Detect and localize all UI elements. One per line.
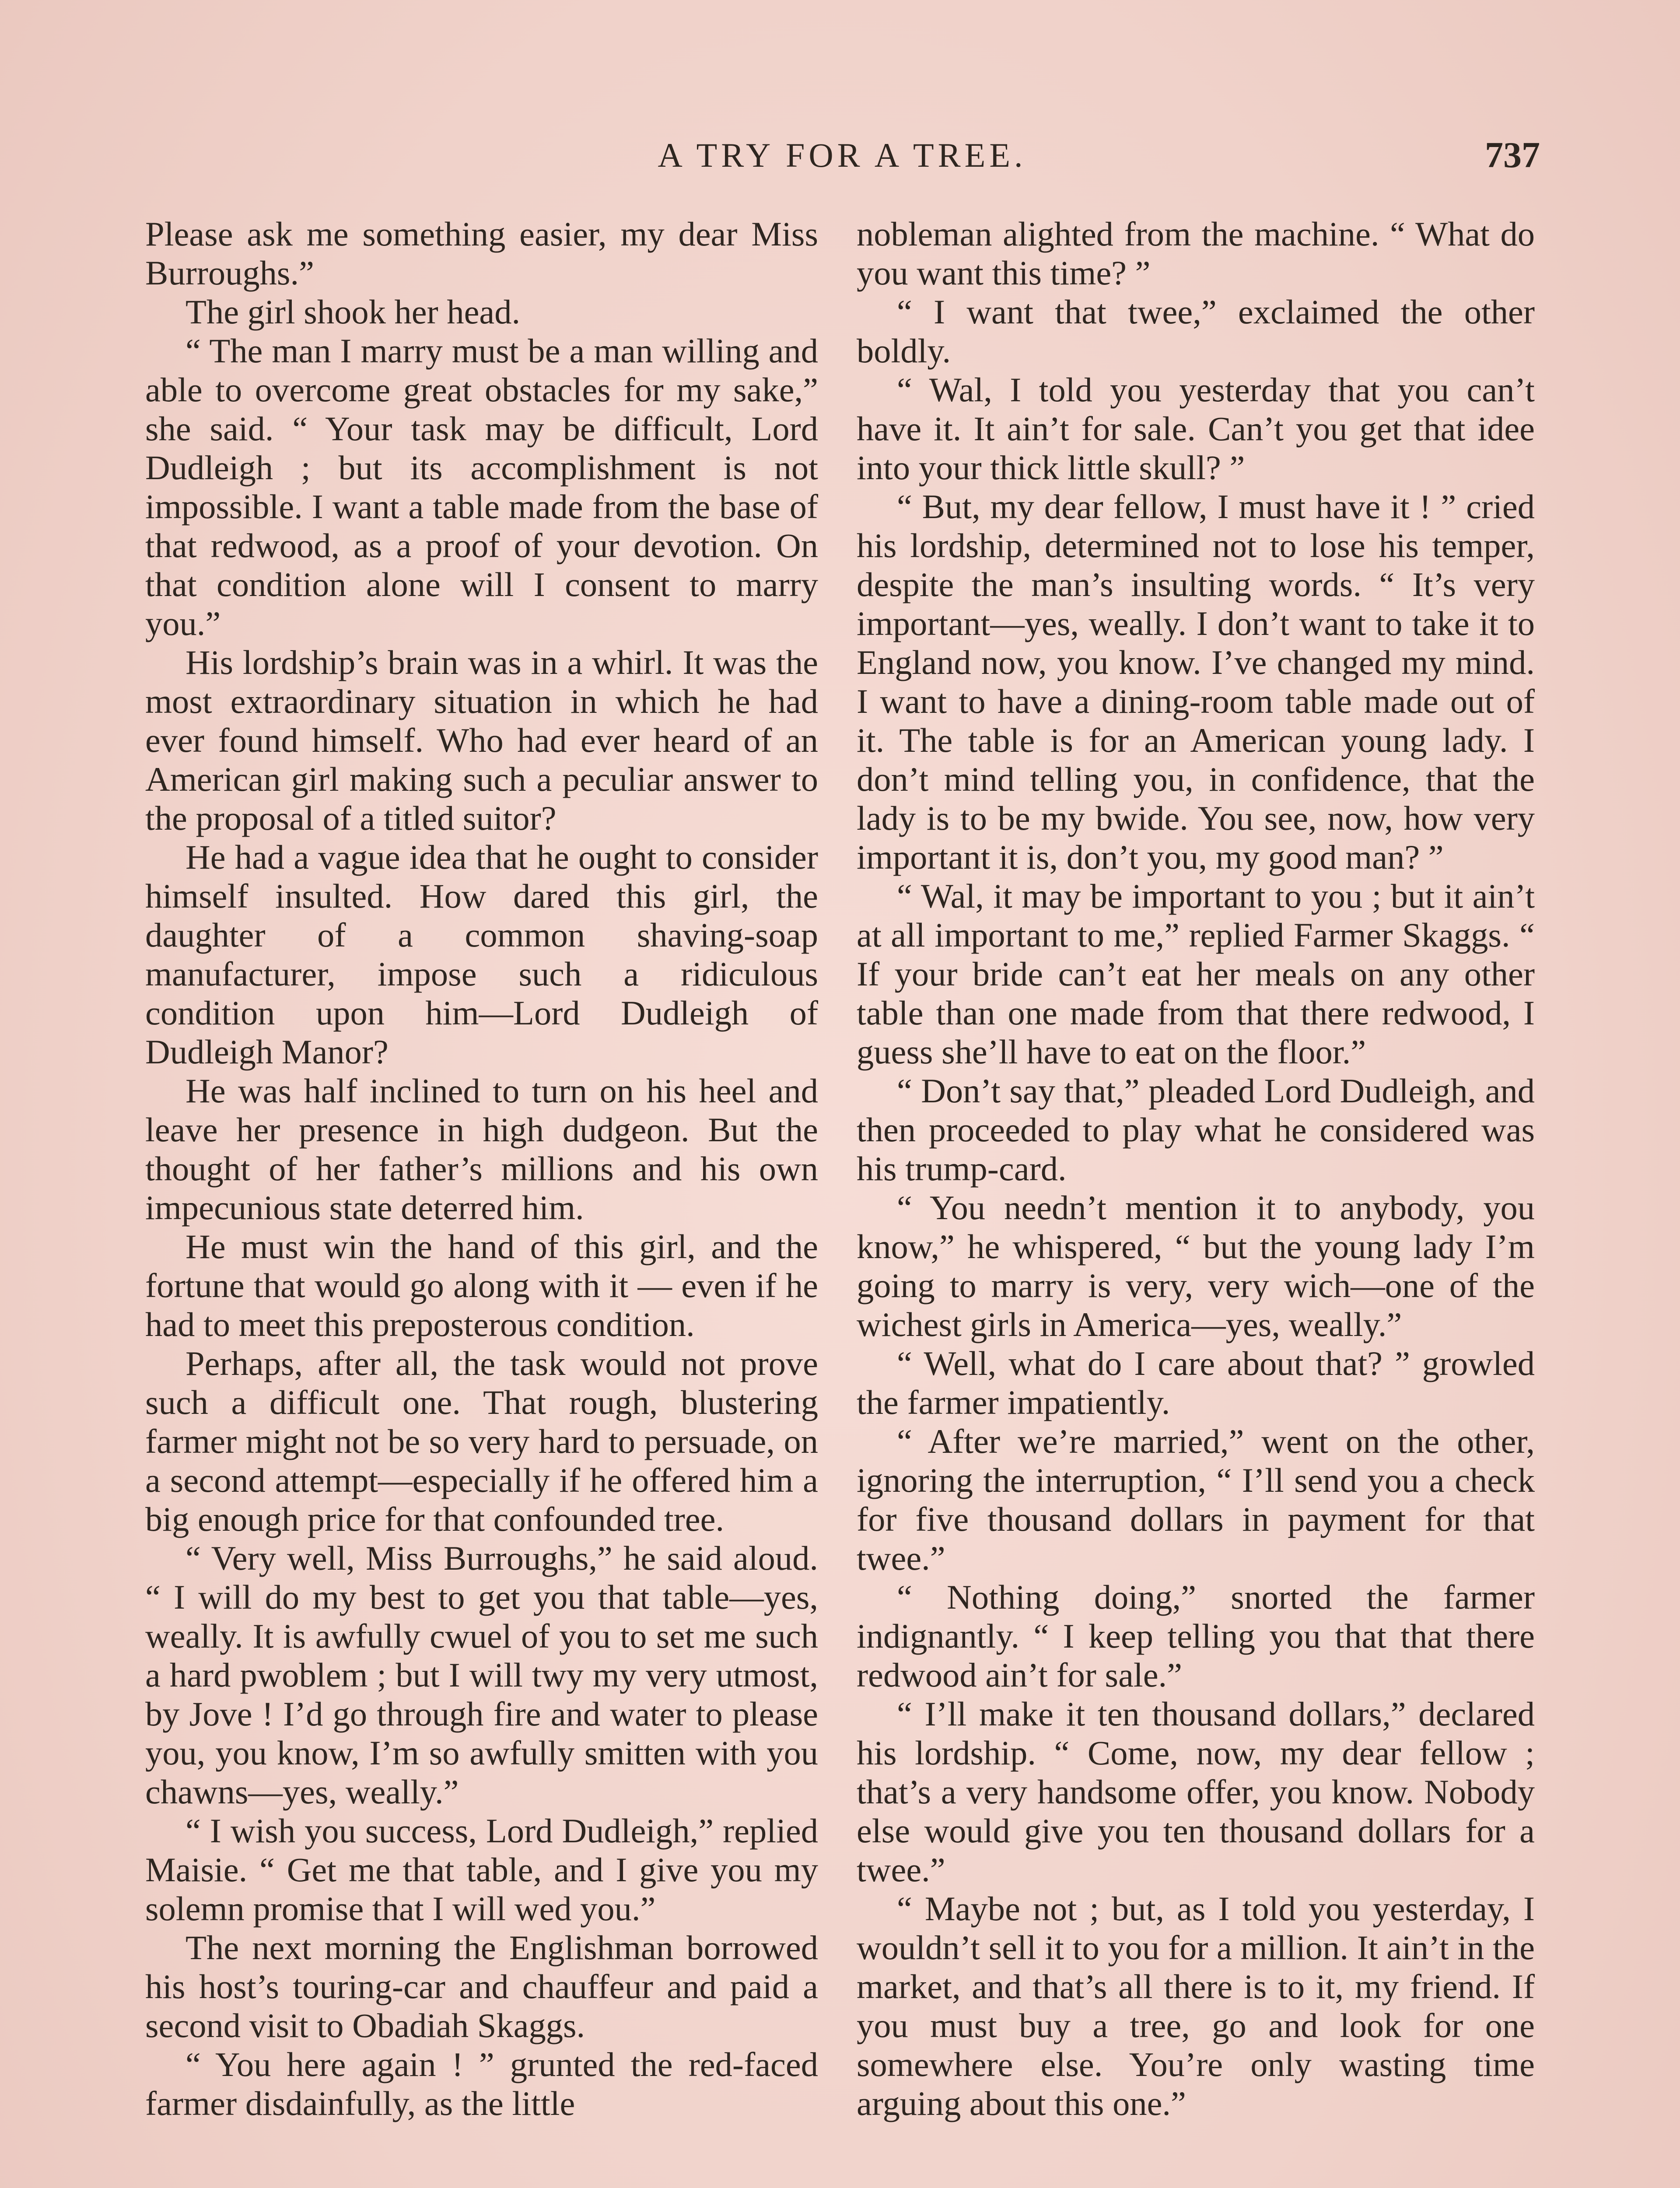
page-header [144, 131, 1540, 179]
page-number: 737 [1485, 135, 1540, 175]
paragraph: “ I’ll make it ten thousand dollars,” declared his lordship. “ Come, now, my dear fellow ; that’s a very handsome offer, you know. Nobody else would give you ten thousand dollars for a twee.” [857, 1695, 1535, 1889]
paragraph: “ Very well, Miss Burroughs,” he said aloud. “ I will do my best to get you that table—yes, weally. It is awfully cwuel of you to set me such a hard pwoblem ; but I will twy my very utmost, by Jove ! I’d go through fire and water to please you, you know, I’m so awfully smitten with you chawns—yes, weally.” [145, 1539, 818, 1811]
paragraph: “ Well, what do I care about that? ” growled the farmer impatiently. [857, 1344, 1535, 1421]
right-column [857, 214, 1535, 2123]
paragraph: He must win the hand of this girl, and the fortune that would go along with it — even if he had to meet this preposterous condition. [145, 1227, 818, 1343]
paragraph: “ I want that twee,” exclaimed the other boldly. [857, 293, 1535, 370]
paragraph: Perhaps, after all, the task would not prove such a difficult one. That rough, blustering farmer might not be so very hard to persuade, on a second attempt—especially if he offered him a big enough price for that confounded tree. [145, 1344, 818, 1538]
paragraph: “ But, my dear fellow, I must have it ! ” cried his lordship, determined not to lose his temper, despite the man’s insulting words. “ It’s very important—yes, weally. I don’t want to take it to England now, you know. I’ve changed my mind. I want to have a dining-room table made out of it. The table is for an American young lady. I don’t mind telling you, in confidence, that the lady is to be my bwide. You see, now, how very important it is, don’t you, my good man? ” [857, 487, 1535, 876]
paragraph: nobleman alighted from the machine. “ What do you want this time? ” [857, 215, 1535, 292]
paragraph: “ You here again ! ” grunted the red-faced farmer disdainfully, as the little [145, 2045, 818, 2122]
paragraph: Please ask me something easier, my dear Miss Burroughs.” [145, 215, 818, 292]
paragraph: “ Wal, I told you yesterday that you can’t have it. It ain’t for sale. Can’t you get that idee into your thick little skull? ” [857, 371, 1535, 487]
paragraph: “ Don’t say that,” pleaded Lord Dudleigh, and then proceeded to play what he considered was his trump-card. [857, 1072, 1535, 1188]
left-column [145, 214, 818, 2123]
paragraph: “ After we’re married,” went on the other, ignoring the interruption, “ I’ll send you a check for five thousand dollars in payment for that twee.” [857, 1422, 1535, 1577]
paragraph: “ You needn’t mention it to anybody, you know,” he whispered, “ but the young lady I’m going to marry is very, very wich—one of the wichest girls in America—yes, weally.” [857, 1189, 1535, 1343]
paragraph: “ I wish you success, Lord Dudleigh,” replied Maisie. “ Get me that table, and I give you my solemn promise that I will wed you.” [145, 1812, 818, 1928]
paragraph: He had a vague idea that he ought to consider himself insulted. How dared this girl, the daughter of a common shaving-soap manufacturer, impose such a ridiculous condition upon him—Lord Dudleigh of Dudleigh Manor? [145, 838, 818, 1071]
paragraph: The girl shook her head. [186, 293, 521, 331]
paragraph: “ Maybe not ; but, as I told you yesterday, I wouldn’t sell it to you for a million. It ain’t in the market, and that’s all there is to it, my friend. If you must buy a tree, go and look for one somewhere else. You’re only wasting time arguing about this one.” [857, 1890, 1535, 2122]
paragraph: “ Wal, it may be important to you ; but it ain’t at all important to me,” replied Farmer Skaggs. “ If your bride can’t eat her meals on any other table than one made from that there redwood, I guess she’ll have to eat on the floor.” [857, 877, 1535, 1071]
paragraph: “ Nothing doing,” snorted the farmer indignantly. “ I keep telling you that that there redwood ain’t for sale.” [857, 1578, 1535, 1694]
paragraph: He was half inclined to turn on his heel and leave her presence in high dudgeon. But the thought of her father’s millions and his own impecunious state deterred him. [145, 1072, 818, 1227]
paragraph: “ The man I marry must be a man willing and able to overcome great obstacles for my sake,” she said. “ Your task may be difficult, Lord Dudleigh ; but its accomplishment is not impossible. I want a table made from the base of that redwood, as a proof of your devotion. On that condition alone will I consent to marry you.” [145, 332, 818, 642]
paragraph: The next morning the Englishman borrowed his host’s touring-car and chauffeur and paid a second visit to Obadiah Skaggs. [145, 1929, 818, 2044]
paragraph: His lordship’s brain was in a whirl. It was the most extraordinary situation in which he had ever found himself. Who had ever heard of an American girl making such a peculiar answer to the proposal of a titled suitor? [145, 643, 818, 837]
running-title: A TRY FOR A TREE. [658, 136, 1027, 174]
